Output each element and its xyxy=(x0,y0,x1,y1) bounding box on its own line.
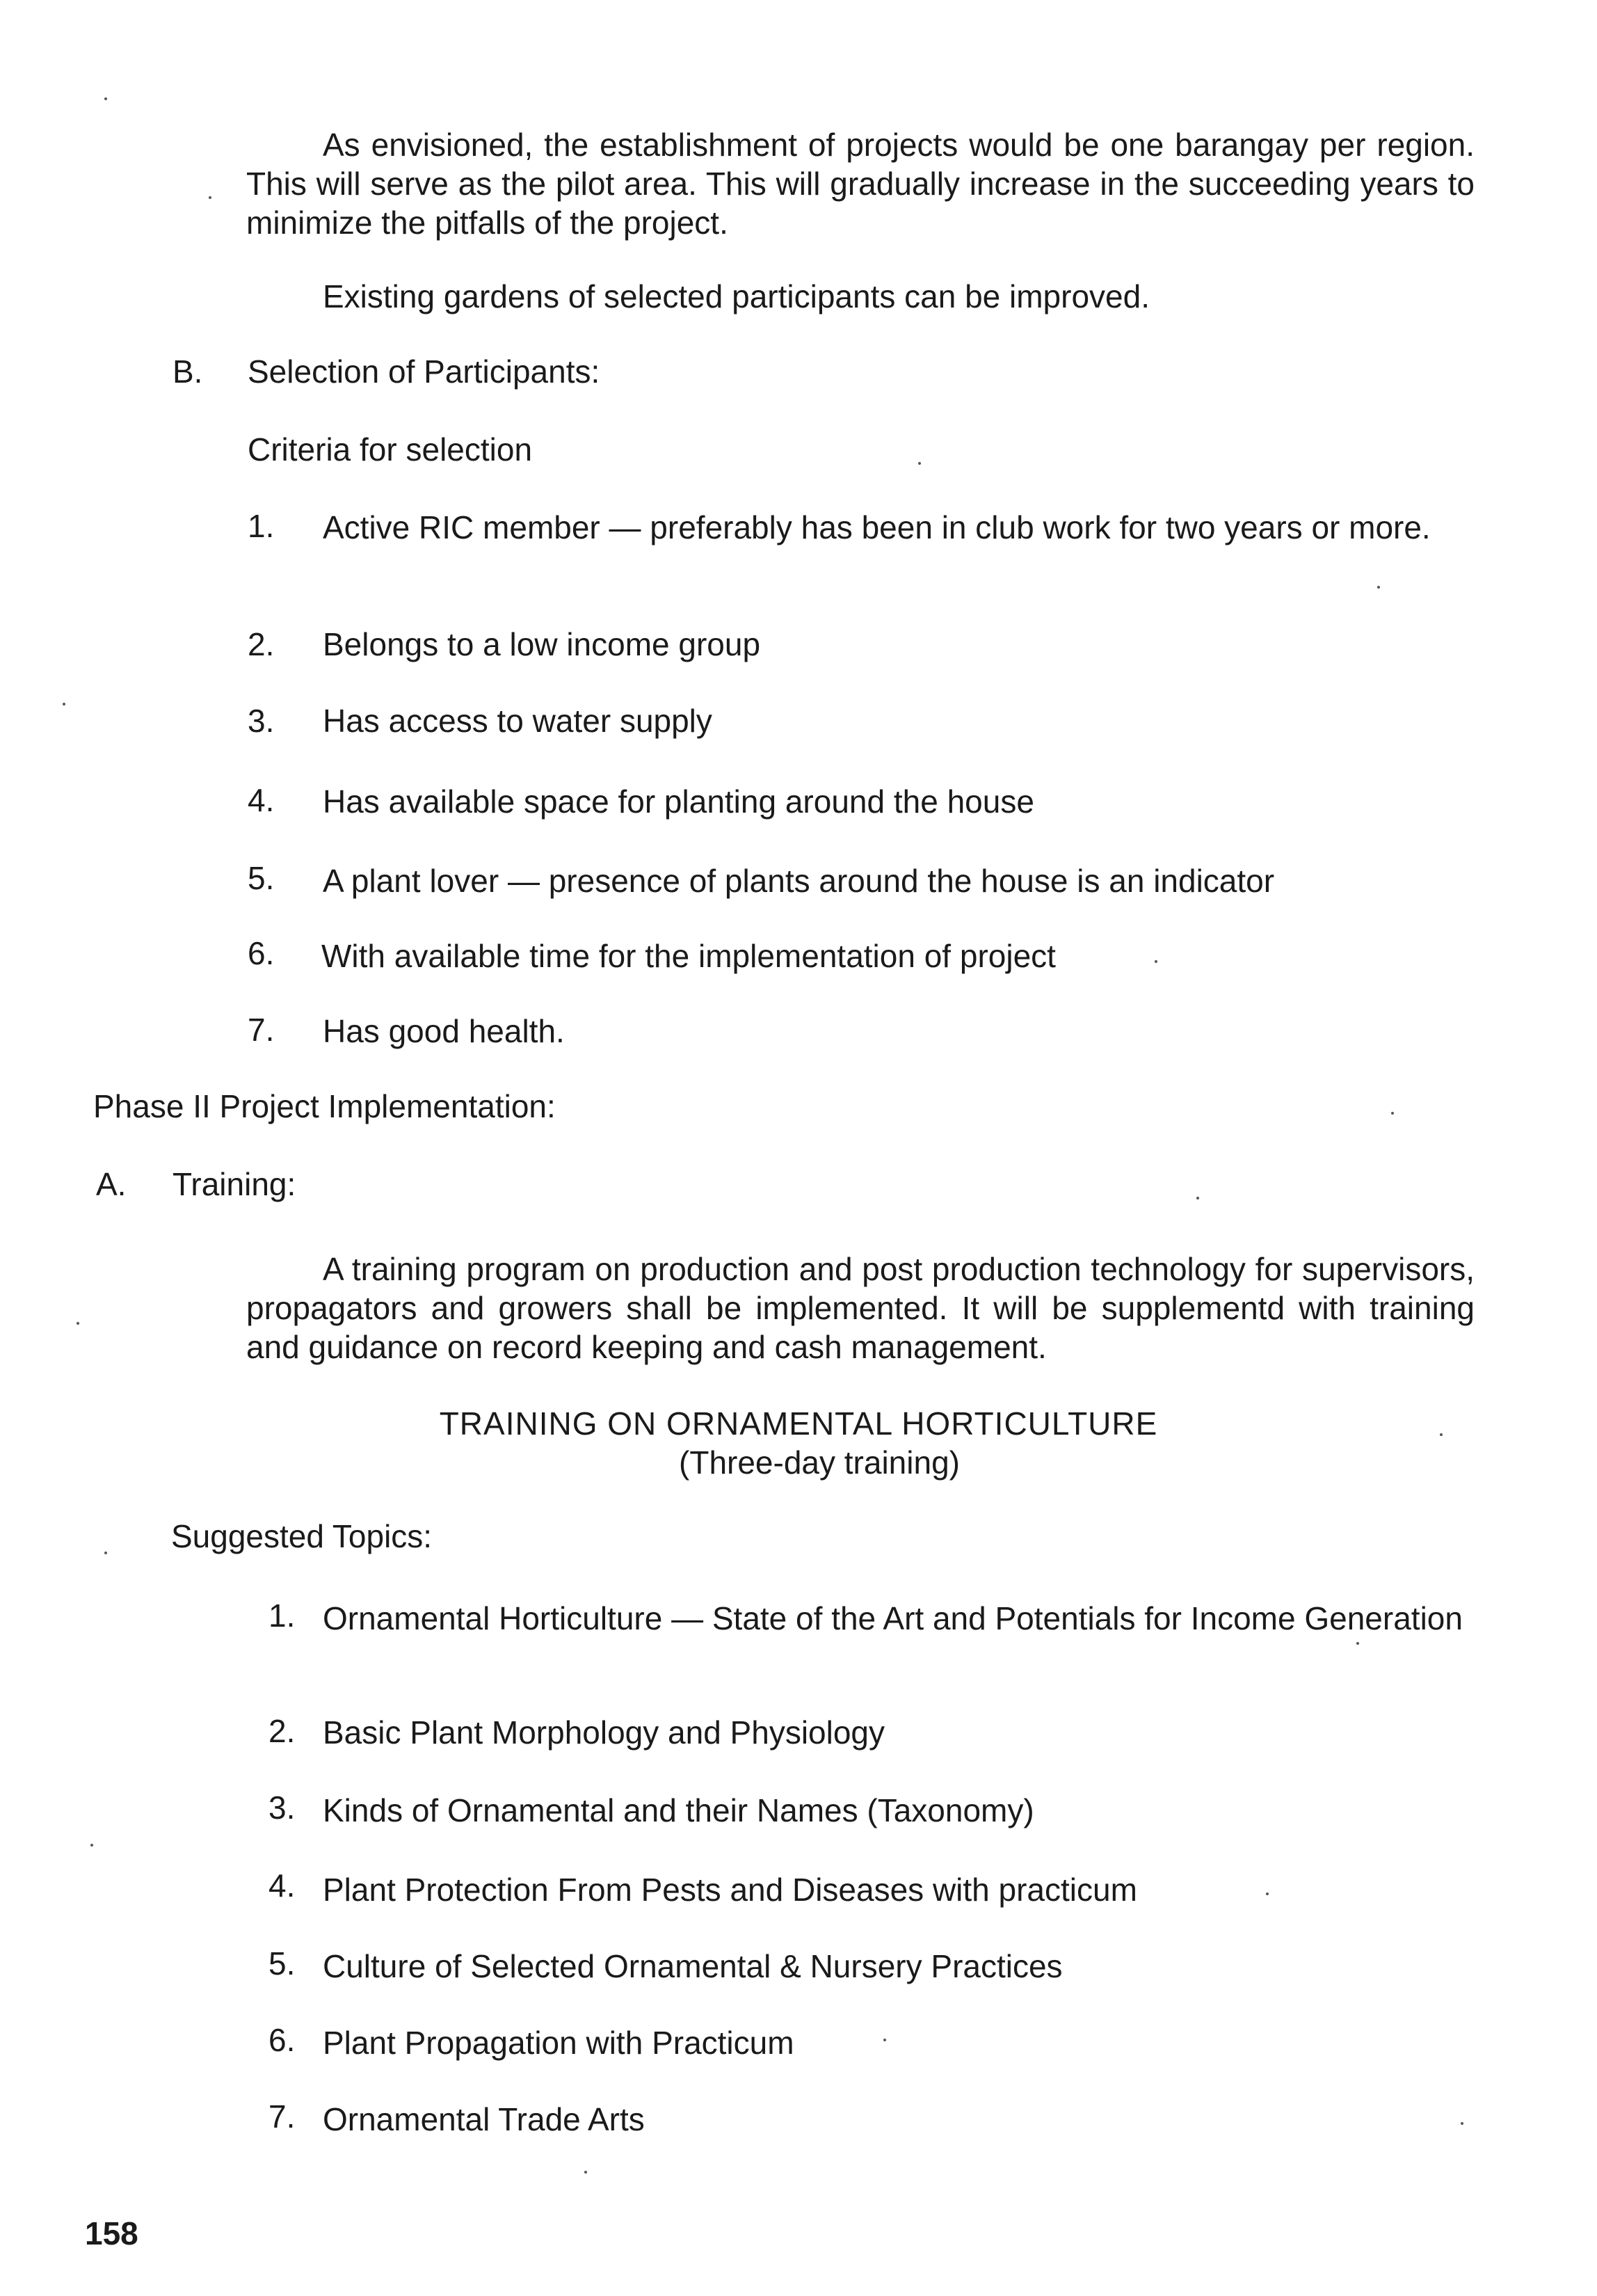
criteria-num-6: 6. xyxy=(248,935,275,971)
topic-num-2: 2. xyxy=(268,1713,296,1749)
scan-speck xyxy=(209,196,211,199)
criteria-heading: Criteria for selection xyxy=(248,431,533,468)
criteria-num-1: 1. xyxy=(248,508,275,544)
criteria-item-1: Active RIC member — preferably has been in club work for two years or more. xyxy=(323,509,1431,545)
scan-speck xyxy=(1440,1433,1443,1436)
page-number: 158 xyxy=(85,2215,138,2251)
topics-heading: Suggested Topics: xyxy=(171,1518,433,1554)
topic-item-6: Plant Propagation with Practicum xyxy=(323,2025,794,2061)
topic-item-1: Ornamental Horticulture — State of the Art and Potentials for Income Generation xyxy=(323,1600,1463,1636)
scan-speck xyxy=(584,2171,587,2174)
criteria-item-2: Belongs to a low income group xyxy=(323,626,761,662)
scan-speck xyxy=(1196,1197,1199,1199)
phase2-heading: Phase II Project Implementation: xyxy=(93,1088,556,1124)
criteria-num-5: 5. xyxy=(248,860,275,896)
scan-speck xyxy=(1461,2122,1463,2125)
scan-speck xyxy=(1155,960,1157,963)
section-b-letter: B. xyxy=(172,353,203,390)
scan-speck xyxy=(104,1552,107,1554)
intro-paragraph-1: As envisioned, the establishment of projects would be one barangay per region. This will serve as the pilot area. This will gradually increase in the succeeding years to minimize the pitfalls of the project. xyxy=(246,127,1475,241)
topic-num-5: 5. xyxy=(268,1945,296,1982)
topic-num-6: 6. xyxy=(268,2022,296,2058)
training-paragraph: A training program on production and post production technology for supervisors, propagators and growers shall be implemented. It will be supplementd with training and guidance on record keeping and cash management. xyxy=(246,1251,1475,1365)
scan-speck xyxy=(104,97,107,100)
topic-item-3: Kinds of Ornamental and their Names (Taxonomy) xyxy=(323,1792,1034,1828)
scan-speck xyxy=(1377,586,1380,589)
criteria-item-4: Has available space for planting around the house xyxy=(323,783,1034,820)
topic-num-4: 4. xyxy=(268,1867,296,1904)
training-title: TRAINING ON ORNAMENTAL HORTICULTURE xyxy=(439,1405,1158,1442)
topic-num-3: 3. xyxy=(268,1789,296,1826)
criteria-item-6: With available time for the implementation of project xyxy=(321,938,1056,974)
intro-paragraph-2: Existing gardens of selected participants can be improved. xyxy=(323,278,1150,314)
topic-item-7: Ornamental Trade Arts xyxy=(323,2101,645,2137)
scan-speck xyxy=(1356,1642,1359,1645)
scan-speck xyxy=(77,1322,79,1325)
topic-item-2: Basic Plant Morphology and Physiology xyxy=(323,1714,885,1751)
scan-speck xyxy=(1266,1892,1269,1895)
training-subtitle: (Three-day training) xyxy=(679,1444,960,1481)
criteria-num-3: 3. xyxy=(248,703,275,739)
section-b-heading: Selection of Participants: xyxy=(248,353,600,390)
section-a-letter: A. xyxy=(96,1166,127,1202)
scan-speck xyxy=(90,1844,93,1847)
scan-speck xyxy=(918,462,921,465)
criteria-num-2: 2. xyxy=(248,626,275,662)
criteria-item-3: Has access to water supply xyxy=(323,703,712,739)
criteria-item-7: Has good health. xyxy=(323,1013,565,1049)
topic-item-4: Plant Protection From Pests and Diseases with practicum xyxy=(323,1872,1137,1908)
scan-speck xyxy=(1391,1112,1394,1115)
criteria-num-7: 7. xyxy=(248,1012,275,1048)
scan-speck xyxy=(883,2039,886,2041)
topic-item-5: Culture of Selected Ornamental & Nursery Practices xyxy=(323,1948,1063,1984)
criteria-item-5: A plant lover — presence of plants around the house is an indicator xyxy=(323,863,1275,899)
scan-speck xyxy=(63,703,65,705)
topic-num-1: 1. xyxy=(268,1597,296,1634)
criteria-num-4: 4. xyxy=(248,782,275,818)
training-heading: Training: xyxy=(172,1166,296,1202)
topic-num-7: 7. xyxy=(268,2098,296,2135)
